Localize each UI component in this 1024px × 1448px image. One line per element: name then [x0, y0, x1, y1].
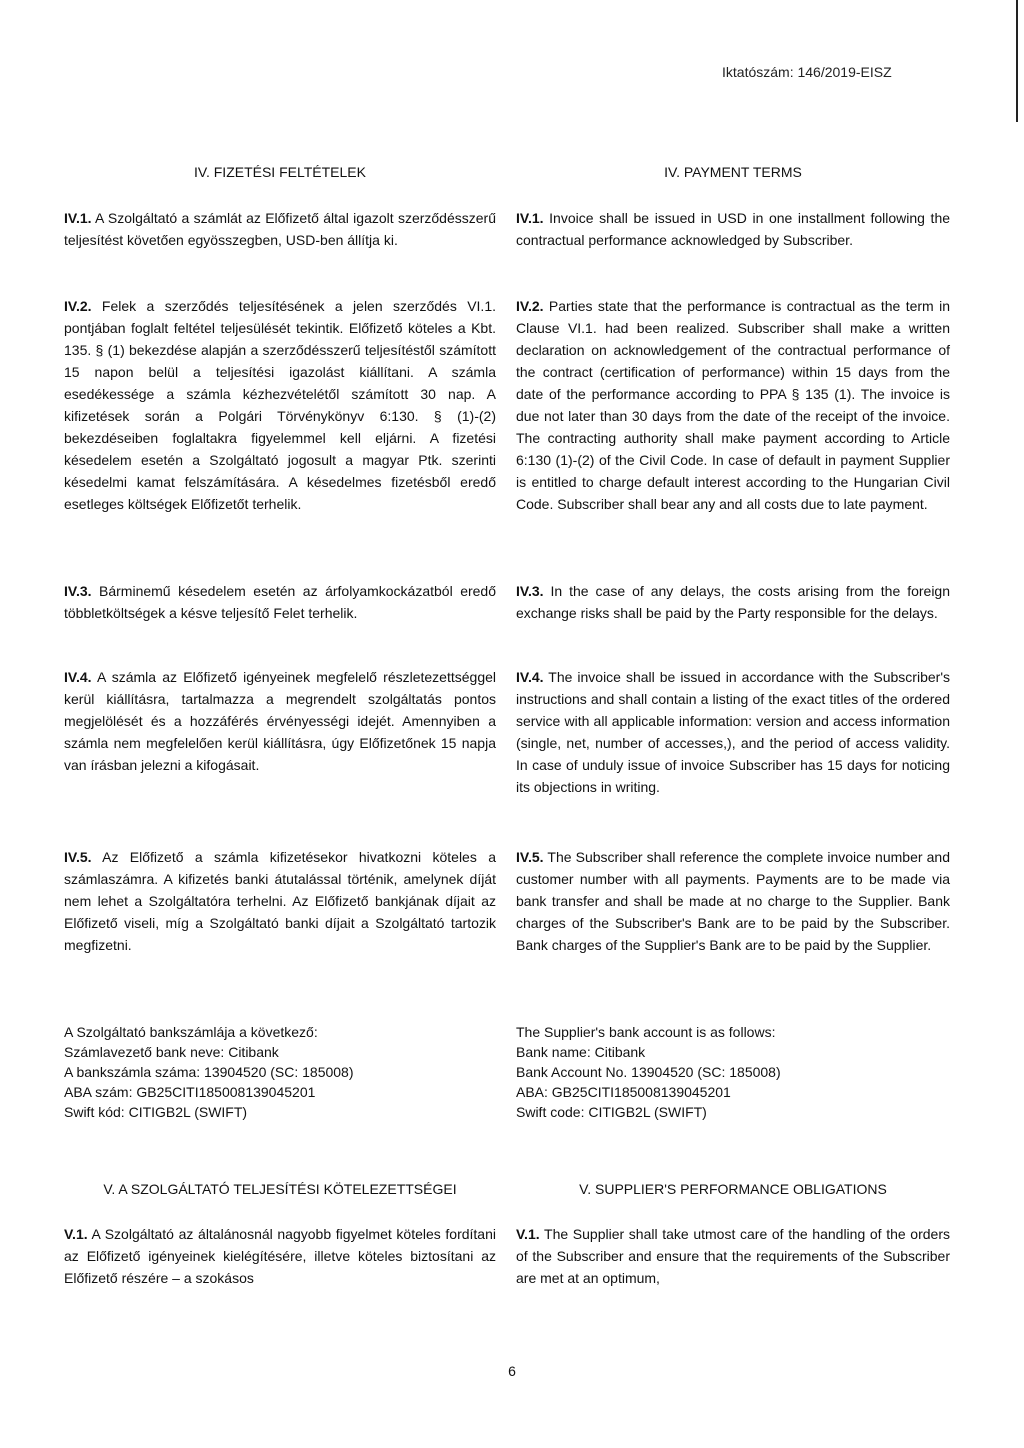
bank-line: ABA: GB25CITI185008139045201 — [516, 1084, 731, 1100]
clause-number: IV.4. — [516, 669, 544, 685]
clause-iv-5-hu — [64, 846, 496, 956]
clause-number: IV.2. — [64, 298, 92, 314]
clause-iv-2-en — [516, 295, 950, 515]
clause-text: The invoice shall be issued in accordance with the Subscriber's instructions and shall contain a listing of the exact titles of the ordered service with all applicable information: version and access information (single, net, number of accesses,), and the period of access validity. In case of unduly issue of invoice Subscriber has 15 days for noticing its objections in writing. — [516, 669, 950, 795]
bank-line: A Szolgáltató bankszámlája a következő: — [64, 1024, 318, 1040]
bank-line: Swift code: CITIGB2L (SWIFT) — [516, 1104, 707, 1120]
clause-iv-4-en — [516, 666, 950, 798]
bank-line: Bank name: Citibank — [516, 1044, 646, 1060]
clause-number: IV.5. — [516, 849, 544, 865]
clause-iv-1-hu — [64, 207, 496, 251]
clause-text: A Szolgáltató az általánosnál nagyobb figyelmet köteles fordítani az Előfizető igényeinek kielégítésére, illetve köteles biztosítani az Előfizető részére – a szokásos — [64, 1226, 496, 1286]
clause-text: Bárminemű késedelem esetén az árfolyamkockázatból eredő többletköltségek a késve teljesítő Felet terhelik. — [64, 583, 496, 621]
bank-line: Számlavezető bank neve: Citibank — [64, 1044, 279, 1060]
clause-v-1-hu — [64, 1223, 496, 1289]
section-5-title-hu: V. A SZOLGÁLTATÓ TELJESÍTÉSI KÖTELEZETTSÉGEI — [103, 1181, 457, 1197]
bank-line: Swift kód: CITIGB2L (SWIFT) — [64, 1104, 248, 1120]
clause-iv-3-hu — [64, 580, 496, 624]
bank-line: The Supplier's bank account is as follows: — [516, 1024, 776, 1040]
page-edge-line — [1016, 0, 1018, 122]
bank-details-en — [516, 1022, 950, 1122]
section-4-title-en: IV. PAYMENT TERMS — [664, 164, 802, 180]
clause-number: IV.3. — [516, 583, 544, 599]
clause-iv-2-hu — [64, 295, 496, 515]
section-5-title-en: V. SUPPLIER'S PERFORMANCE OBLIGATIONS — [579, 1181, 887, 1197]
clause-text: The Subscriber shall reference the complete invoice number and customer number with all payments. Payments are to be made via bank transfer and shall be made at no charge to the Supplier. Bank charges of the Subscriber's Bank are to be paid by the Subscriber. Bank charges of the Supplier's Bank are to be paid by the Supplier. — [516, 849, 950, 953]
section-4-title-hu: IV. FIZETÉSI FELTÉTELEK — [194, 164, 366, 180]
clause-text: A számla az Előfizető igényeinek megfelelő részletezettséggel kerül kiállításra, tartalmazza a megrendelt szolgáltatás pontos megjelölését és a hozzáférés érvényességi idejét. Amennyiben a számla nem megfelelően kerül kiállításra, úgy Előfizetőnek 15 napja van írásban jelezni a kifogásait. — [64, 669, 496, 773]
clause-v-1-en — [516, 1223, 950, 1289]
clause-number: IV.5. — [64, 849, 92, 865]
bank-line: Bank Account No. 13904520 (SC: 185008) — [516, 1064, 781, 1080]
reference-number: Iktatószám: 146/2019-EISZ — [722, 64, 892, 80]
clause-text: The Supplier shall take utmost care of the handling of the orders of the Subscriber and ensure that the requirements of the Subscriber are met at an optimum, — [516, 1226, 950, 1286]
bank-line: A bankszámla száma: 13904520 (SC: 185008) — [64, 1064, 354, 1080]
clause-text: A Szolgáltató a számlát az Előfizető által igazolt szerződésszerű teljesítést követően egyösszegben, USD-ben állítja ki. — [64, 210, 496, 248]
clause-text: In the case of any delays, the costs arising from the foreign exchange risks shall be paid by the Party responsible for the delays. — [516, 583, 951, 621]
clause-text: Invoice shall be issued in USD in one installment following the contractual performance acknowledged by Subscriber. — [516, 210, 951, 248]
clause-iv-5-en — [516, 846, 950, 956]
clause-text: Az Előfizető a számla kifizetésekor hivatkozni köteles a számlaszámra. A kifizetés banki átutalással történik, amelynek díját nem lehet a Szolgáltatóra terhelni. Az Előfizető bankjának díjait az Előfizető viseli, míg a Szolgáltató banki díjait a Szolgáltató tartozik megfizetni. — [64, 849, 496, 953]
clause-iv-1-en — [516, 207, 950, 251]
clause-number: IV.2. — [516, 298, 544, 314]
clause-number: V.1. — [516, 1226, 540, 1242]
clause-text: Felek a szerződés teljesítésének a jelen szerződés VI.1. pontjában foglalt feltétel teljesülését tekintik. Előfizető köteles a Kbt. 135. § (1) bekezdése alapján a szerződésszerű teljesítéstől számított 15 napon belül a teljesítési igazolást kiállítani. A számla esedékessége a számla kézhezvételétől számított 30 nap. A kifizetések során a Polgári Törvénykönyv 6:130. § (1)-(2) bekezdéseiben foglaltakra figyelemmel kell eljárni. A fizetési késedelem esetén a Szolgáltató jogosult a magyar Ptk. szerinti késedelmi kamat felszámítására. A késedelmes fizetésből eredő esetleges költségek Előfizetőt terhelik. — [64, 298, 496, 512]
bank-details-hu — [64, 1022, 496, 1122]
clause-number: IV.3. — [64, 583, 92, 599]
page-number: 6 — [508, 1363, 516, 1379]
clause-number: IV.4. — [64, 669, 92, 685]
clause-number: IV.1. — [516, 210, 544, 226]
clause-text: Parties state that the performance is contractual as the term in Clause VI.1. had been realized. Subscriber shall make a written declaration on acknowledgement of the contractual performance of the contract (certification of performance) within 15 days from the date of the performance according to PPA § 135 (1). The invoice is due not later than 30 days from the date of the receipt of the invoice. The contracting authority shall make payment according to Article 6:130 (1)-(2) of the Civil Code. In case of default in payment Supplier is entitled to charge default interest according to the Hungarian Civil Code. Subscriber shall bear any and all costs due to late payment. — [516, 298, 950, 512]
clause-iv-4-hu — [64, 666, 496, 776]
clause-iv-3-en — [516, 580, 950, 624]
clause-number: IV.1. — [64, 210, 92, 226]
bank-line: ABA szám: GB25CITI185008139045201 — [64, 1084, 316, 1100]
clause-number: V.1. — [64, 1226, 88, 1242]
